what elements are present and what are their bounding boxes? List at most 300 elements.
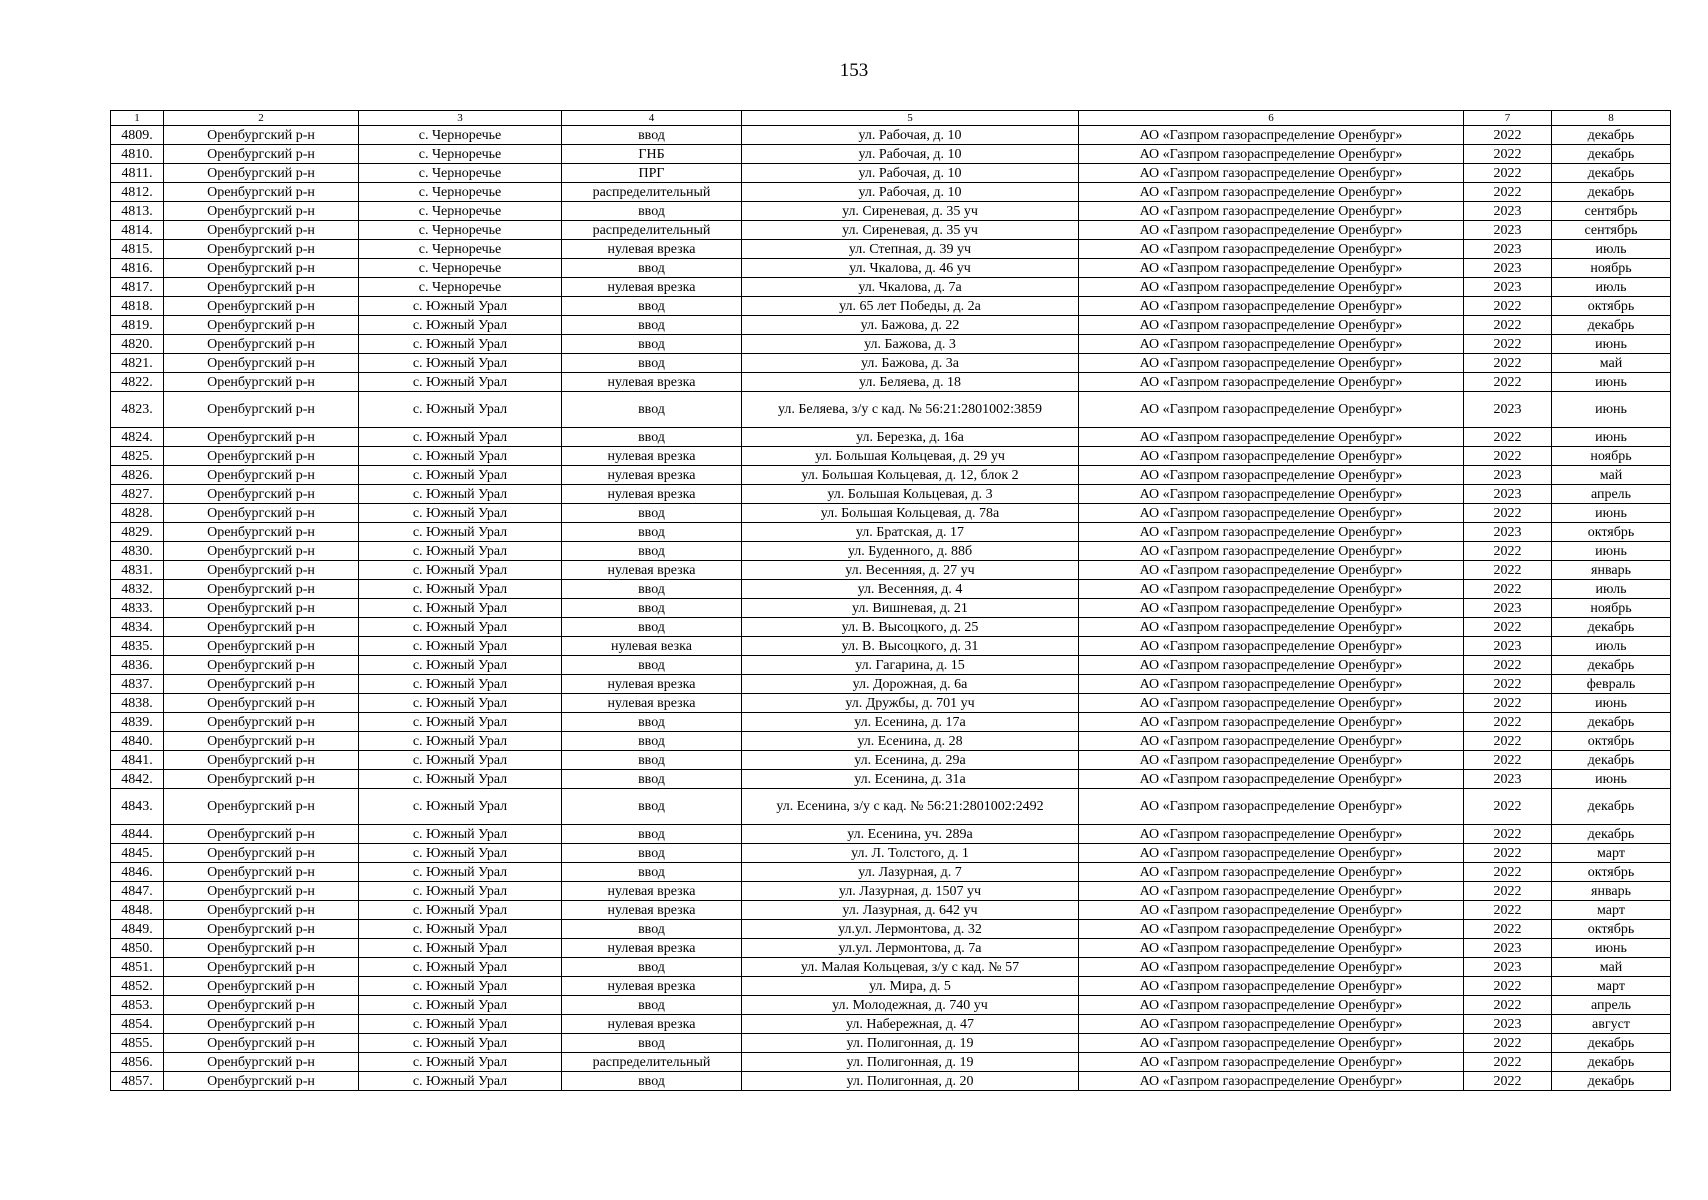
organization-cell: АО «Газпром газораспределение Оренбург» [1079,732,1464,751]
settlement-cell: с. Черноречье [359,259,562,278]
table-row [111,542,1671,561]
settlement-cell: с. Южный Урал [359,751,562,770]
table-row [111,297,1671,316]
organization-cell: АО «Газпром газораспределение Оренбург» [1079,751,1464,770]
settlement-cell: с. Черноречье [359,145,562,164]
month-cell: декабрь [1552,164,1671,183]
object-type-cell: ввод [562,504,742,523]
district-cell: Оренбургский р-н [164,561,359,580]
settlement-cell: с. Южный Урал [359,447,562,466]
object-type-cell: ввод [562,580,742,599]
settlement-cell: с. Черноречье [359,164,562,183]
table-row [111,901,1671,920]
district-cell: Оренбургский р-н [164,580,359,599]
settlement-cell: с. Южный Урал [359,882,562,901]
object-type-cell: ввод [562,428,742,447]
year-cell: 2022 [1464,316,1552,335]
month-cell: декабрь [1552,316,1671,335]
address-cell: ул. Братская, д. 17 [742,523,1079,542]
month-cell: декабрь [1552,126,1671,145]
settlement-cell: с. Южный Урал [359,939,562,958]
year-cell: 2022 [1464,354,1552,373]
organization-cell: АО «Газпром газораспределение Оренбург» [1079,901,1464,920]
year-cell: 2022 [1464,825,1552,844]
object-type-cell: нулевая везка [562,637,742,656]
table-row [111,977,1671,996]
district-cell: Оренбургский р-н [164,825,359,844]
address-cell: ул. Степная, д. 39 уч [742,240,1079,259]
address-cell: ул. Весенняя, д. 27 уч [742,561,1079,580]
row-number-cell: 4831. [111,561,164,580]
row-number-cell: 4834. [111,618,164,637]
address-cell: ул. Лазурная, д. 1507 уч [742,882,1079,901]
organization-cell: АО «Газпром газораспределение Оренбург» [1079,637,1464,656]
district-cell: Оренбургский р-н [164,637,359,656]
object-type-cell: ввод [562,732,742,751]
settlement-cell: с. Южный Урал [359,1034,562,1053]
table-row [111,580,1671,599]
object-type-cell: ввод [562,920,742,939]
object-type-cell: ввод [562,789,742,825]
district-cell: Оренбургский р-н [164,939,359,958]
address-cell: ул. Вишневая, д. 21 [742,599,1079,618]
month-cell: июль [1552,580,1671,599]
year-cell: 2022 [1464,618,1552,637]
table-row [111,939,1671,958]
organization-cell: АО «Газпром газораспределение Оренбург» [1079,920,1464,939]
year-cell: 2022 [1464,901,1552,920]
object-type-cell: ввод [562,297,742,316]
year-cell: 2022 [1464,1072,1552,1091]
table-row [111,882,1671,901]
page-number: 153 [839,60,869,81]
row-number-cell: 4855. [111,1034,164,1053]
object-type-cell: нулевая врезка [562,373,742,392]
address-cell: ул. Большая Кольцевая, д. 3 [742,485,1079,504]
row-number-cell: 4835. [111,637,164,656]
district-cell: Оренбургский р-н [164,354,359,373]
row-number-cell: 4814. [111,221,164,240]
address-cell: ул. Лазурная, д. 7 [742,863,1079,882]
district-cell: Оренбургский р-н [164,1053,359,1072]
table-row [111,732,1671,751]
organization-cell: АО «Газпром газораспределение Оренбург» [1079,354,1464,373]
settlement-cell: с. Южный Урал [359,561,562,580]
table-row [111,523,1671,542]
organization-cell: АО «Газпром газораспределение Оренбург» [1079,599,1464,618]
organization-cell: АО «Газпром газораспределение Оренбург» [1079,126,1464,145]
organization-cell: АО «Газпром газораспределение Оренбург» [1079,164,1464,183]
table-row [111,126,1671,145]
district-cell: Оренбургский р-н [164,732,359,751]
district-cell: Оренбургский р-н [164,392,359,428]
object-type-cell: нулевая врезка [562,939,742,958]
year-cell: 2022 [1464,844,1552,863]
object-type-cell: нулевая врезка [562,694,742,713]
object-type-cell: ПРГ [562,164,742,183]
table-row [111,863,1671,882]
object-type-cell: нулевая врезка [562,466,742,485]
row-number-cell: 4856. [111,1053,164,1072]
row-number-cell: 4839. [111,713,164,732]
settlement-cell: с. Черноречье [359,221,562,240]
table-row [111,713,1671,732]
address-cell: ул. Есенина, уч. 289а [742,825,1079,844]
object-type-cell: ввод [562,751,742,770]
month-cell: май [1552,466,1671,485]
settlement-cell: с. Южный Урал [359,694,562,713]
month-cell: апрель [1552,485,1671,504]
settlement-cell: с. Южный Урал [359,1053,562,1072]
address-cell: ул. Большая Кольцевая, д. 12, блок 2 [742,466,1079,485]
organization-cell: АО «Газпром газораспределение Оренбург» [1079,278,1464,297]
object-type-cell: ввод [562,354,742,373]
row-number-cell: 4833. [111,599,164,618]
row-number-cell: 4850. [111,939,164,958]
month-cell: декабрь [1552,751,1671,770]
settlement-cell: с. Южный Урал [359,354,562,373]
district-cell: Оренбургский р-н [164,656,359,675]
month-cell: апрель [1552,996,1671,1015]
row-number-cell: 4828. [111,504,164,523]
year-cell: 2022 [1464,675,1552,694]
row-number-cell: 4848. [111,901,164,920]
address-cell: ул. Полигонная, д. 20 [742,1072,1079,1091]
row-number-cell: 4829. [111,523,164,542]
district-cell: Оренбургский р-н [164,599,359,618]
settlement-cell: с. Южный Урал [359,428,562,447]
organization-cell: АО «Газпром газораспределение Оренбург» [1079,183,1464,202]
row-number-cell: 4825. [111,447,164,466]
object-type-cell: ввод [562,542,742,561]
month-cell: октябрь [1552,863,1671,882]
district-cell: Оренбургский р-н [164,977,359,996]
year-cell: 2022 [1464,428,1552,447]
district-cell: Оренбургский р-н [164,1034,359,1053]
month-cell: ноябрь [1552,447,1671,466]
year-cell: 2022 [1464,145,1552,164]
address-cell: ул. Полигонная, д. 19 [742,1034,1079,1053]
row-number-cell: 4821. [111,354,164,373]
settlement-cell: с. Южный Урал [359,392,562,428]
district-cell: Оренбургский р-н [164,920,359,939]
table-row [111,504,1671,523]
object-type-cell: нулевая врезка [562,1015,742,1034]
table-row [111,599,1671,618]
year-cell: 2022 [1464,694,1552,713]
settlement-cell: с. Южный Урал [359,825,562,844]
organization-cell: АО «Газпром газораспределение Оренбург» [1079,1015,1464,1034]
year-cell: 2022 [1464,561,1552,580]
organization-cell: АО «Газпром газораспределение Оренбург» [1079,844,1464,863]
month-cell: декабрь [1552,183,1671,202]
settlement-cell: с. Южный Урал [359,996,562,1015]
settlement-cell: с. Южный Урал [359,504,562,523]
data-table [110,110,1671,1091]
table-row [111,335,1671,354]
settlement-cell: с. Южный Урал [359,713,562,732]
month-cell: август [1552,1015,1671,1034]
object-type-cell: ввод [562,713,742,732]
month-cell: декабрь [1552,1053,1671,1072]
district-cell: Оренбургский р-н [164,466,359,485]
row-number-cell: 4837. [111,675,164,694]
month-cell: сентябрь [1552,202,1671,221]
settlement-cell: с. Южный Урал [359,789,562,825]
address-cell: ул. Дружбы, д. 701 уч [742,694,1079,713]
address-cell: ул. Сиреневая, д. 35 уч [742,221,1079,240]
row-number-cell: 4842. [111,770,164,789]
month-cell: июнь [1552,770,1671,789]
month-cell: октябрь [1552,523,1671,542]
year-cell: 2022 [1464,1053,1552,1072]
organization-cell: АО «Газпром газораспределение Оренбург» [1079,335,1464,354]
address-cell: ул. Буденного, д. 88б [742,542,1079,561]
address-cell: ул. Березка, д. 16а [742,428,1079,447]
month-cell: январь [1552,882,1671,901]
object-type-cell: ввод [562,996,742,1015]
table-row [111,618,1671,637]
address-cell: ул. Бажова, д. 3 [742,335,1079,354]
organization-cell: АО «Газпром газораспределение Оренбург» [1079,259,1464,278]
year-cell: 2022 [1464,164,1552,183]
object-type-cell: нулевая врезка [562,447,742,466]
organization-cell: АО «Газпром газораспределение Оренбург» [1079,1034,1464,1053]
address-cell: ул. Чкалова, д. 7а [742,278,1079,297]
month-cell: июнь [1552,504,1671,523]
row-number-cell: 4847. [111,882,164,901]
object-type-cell: ввод [562,770,742,789]
organization-cell: АО «Газпром газораспределение Оренбург» [1079,1072,1464,1091]
table-row [111,675,1671,694]
row-number-cell: 4830. [111,542,164,561]
object-type-cell: нулевая врезка [562,977,742,996]
row-number-cell: 4853. [111,996,164,1015]
month-cell: июнь [1552,428,1671,447]
district-cell: Оренбургский р-н [164,882,359,901]
district-cell: Оренбургский р-н [164,675,359,694]
table-row [111,221,1671,240]
row-number-cell: 4852. [111,977,164,996]
district-cell: Оренбургский р-н [164,485,359,504]
organization-cell: АО «Газпром газораспределение Оренбург» [1079,618,1464,637]
organization-cell: АО «Газпром газораспределение Оренбург» [1079,580,1464,599]
settlement-cell: с. Черноречье [359,240,562,259]
year-cell: 2022 [1464,335,1552,354]
settlement-cell: с. Южный Урал [359,920,562,939]
address-cell: ул. Есенина, з/у с кад. № 56:21:2801002:2492 [742,789,1079,825]
address-cell: ул. Бажова, д. 3а [742,354,1079,373]
address-cell: ул. Рабочая, д. 10 [742,145,1079,164]
object-type-cell: распределительный [562,183,742,202]
table-row [111,1034,1671,1053]
row-number-cell: 4816. [111,259,164,278]
organization-cell: АО «Газпром газораспределение Оренбург» [1079,373,1464,392]
column-number-cell: 6 [1079,111,1464,126]
row-number-cell: 4813. [111,202,164,221]
settlement-cell: с. Южный Урал [359,844,562,863]
district-cell: Оренбургский р-н [164,202,359,221]
table-row [111,485,1671,504]
district-cell: Оренбургский р-н [164,789,359,825]
settlement-cell: с. Черноречье [359,183,562,202]
month-cell: декабрь [1552,1072,1671,1091]
row-number-cell: 4845. [111,844,164,863]
year-cell: 2023 [1464,523,1552,542]
month-cell: июль [1552,278,1671,297]
row-number-cell: 4820. [111,335,164,354]
settlement-cell: с. Южный Урал [359,977,562,996]
object-type-cell: ГНБ [562,145,742,164]
year-cell: 2022 [1464,789,1552,825]
organization-cell: АО «Газпром газораспределение Оренбург» [1079,297,1464,316]
district-cell: Оренбургский р-н [164,542,359,561]
settlement-cell: с. Южный Урал [359,637,562,656]
district-cell: Оренбургский р-н [164,1072,359,1091]
address-cell: ул. Беляева, з/у с кад. № 56:21:2801002:3859 [742,392,1079,428]
year-cell: 2022 [1464,751,1552,770]
column-number-cell: 7 [1464,111,1552,126]
organization-cell: АО «Газпром газораспределение Оренбург» [1079,656,1464,675]
row-number-cell: 4819. [111,316,164,335]
organization-cell: АО «Газпром газораспределение Оренбург» [1079,504,1464,523]
settlement-cell: с. Южный Урал [359,1015,562,1034]
settlement-cell: с. Южный Урал [359,901,562,920]
year-cell: 2022 [1464,1034,1552,1053]
row-number-cell: 4823. [111,392,164,428]
address-cell: ул. Л. Толстого, д. 1 [742,844,1079,863]
settlement-cell: с. Южный Урал [359,580,562,599]
table-row [111,1015,1671,1034]
address-cell: ул. Есенина, д. 17а [742,713,1079,732]
district-cell: Оренбургский р-н [164,1015,359,1034]
row-number-cell: 4857. [111,1072,164,1091]
address-cell: ул. Набережная, д. 47 [742,1015,1079,1034]
table-row [111,392,1671,428]
table-row [111,751,1671,770]
table-row [111,373,1671,392]
organization-cell: АО «Газпром газораспределение Оренбург» [1079,447,1464,466]
address-cell: ул. Рабочая, д. 10 [742,126,1079,145]
month-cell: октябрь [1552,732,1671,751]
organization-cell: АО «Газпром газораспределение Оренбург» [1079,958,1464,977]
settlement-cell: с. Южный Урал [359,1072,562,1091]
table-row [111,259,1671,278]
organization-cell: АО «Газпром газораспределение Оренбург» [1079,523,1464,542]
settlement-cell: с. Южный Урал [359,542,562,561]
year-cell: 2022 [1464,126,1552,145]
organization-cell: АО «Газпром газораспределение Оренбург» [1079,466,1464,485]
month-cell: ноябрь [1552,259,1671,278]
district-cell: Оренбургский р-н [164,863,359,882]
settlement-cell: с. Южный Урал [359,466,562,485]
settlement-cell: с. Черноречье [359,202,562,221]
row-number-cell: 4843. [111,789,164,825]
object-type-cell: нулевая врезка [562,901,742,920]
organization-cell: АО «Газпром газораспределение Оренбург» [1079,240,1464,259]
organization-cell: АО «Газпром газораспределение Оренбург» [1079,316,1464,335]
organization-cell: АО «Газпром газораспределение Оренбург» [1079,882,1464,901]
object-type-cell: ввод [562,825,742,844]
district-cell: Оренбургский р-н [164,751,359,770]
district-cell: Оренбургский р-н [164,770,359,789]
object-type-cell: ввод [562,316,742,335]
district-cell: Оренбургский р-н [164,259,359,278]
year-cell: 2023 [1464,240,1552,259]
month-cell: декабрь [1552,618,1671,637]
address-cell: ул. Лазурная, д. 642 уч [742,901,1079,920]
month-cell: январь [1552,561,1671,580]
district-cell: Оренбургский р-н [164,297,359,316]
row-number-cell: 4809. [111,126,164,145]
table-row [111,958,1671,977]
settlement-cell: с. Черноречье [359,278,562,297]
settlement-cell: с. Южный Урал [359,770,562,789]
district-cell: Оренбургский р-н [164,713,359,732]
year-cell: 2022 [1464,183,1552,202]
object-type-cell: ввод [562,863,742,882]
month-cell: май [1552,354,1671,373]
row-number-cell: 4818. [111,297,164,316]
month-cell: июнь [1552,694,1671,713]
row-number-cell: 4836. [111,656,164,675]
organization-cell: АО «Газпром газораспределение Оренбург» [1079,770,1464,789]
organization-cell: АО «Газпром газораспределение Оренбург» [1079,977,1464,996]
address-cell: ул. Большая Кольцевая, д. 29 уч [742,447,1079,466]
year-cell: 2023 [1464,278,1552,297]
year-cell: 2022 [1464,732,1552,751]
district-cell: Оренбургский р-н [164,145,359,164]
organization-cell: АО «Газпром газораспределение Оренбург» [1079,789,1464,825]
address-cell: ул. Беляева, д. 18 [742,373,1079,392]
district-cell: Оренбургский р-н [164,447,359,466]
column-number-row [111,111,1671,126]
object-type-cell: нулевая врезка [562,240,742,259]
district-cell: Оренбургский р-н [164,221,359,240]
settlement-cell: с. Южный Урал [359,863,562,882]
month-cell: октябрь [1552,297,1671,316]
year-cell: 2023 [1464,259,1552,278]
column-number-cell: 5 [742,111,1079,126]
address-cell: ул. Бажова, д. 22 [742,316,1079,335]
month-cell: февраль [1552,675,1671,694]
object-type-cell: ввод [562,523,742,542]
year-cell: 2022 [1464,504,1552,523]
address-cell: ул. Малая Кольцевая, з/у с кад. № 57 [742,958,1079,977]
month-cell: июнь [1552,335,1671,354]
row-number-cell: 4826. [111,466,164,485]
organization-cell: АО «Газпром газораспределение Оренбург» [1079,675,1464,694]
month-cell: декабрь [1552,145,1671,164]
object-type-cell: ввод [562,392,742,428]
settlement-cell: с. Южный Урал [359,316,562,335]
organization-cell: АО «Газпром газораспределение Оренбург» [1079,428,1464,447]
organization-cell: АО «Газпром газораспределение Оренбург» [1079,221,1464,240]
address-cell: ул. В. Высоцкого, д. 31 [742,637,1079,656]
object-type-cell: ввод [562,618,742,637]
settlement-cell: с. Южный Урал [359,297,562,316]
organization-cell: АО «Газпром газораспределение Оренбург» [1079,485,1464,504]
settlement-cell: с. Южный Урал [359,958,562,977]
district-cell: Оренбургский р-н [164,316,359,335]
table-row [111,240,1671,259]
object-type-cell: ввод [562,202,742,221]
table-row [111,561,1671,580]
district-cell: Оренбургский р-н [164,183,359,202]
address-cell: ул. Есенина, д. 31а [742,770,1079,789]
object-type-cell: распределительный [562,221,742,240]
month-cell: июнь [1552,939,1671,958]
